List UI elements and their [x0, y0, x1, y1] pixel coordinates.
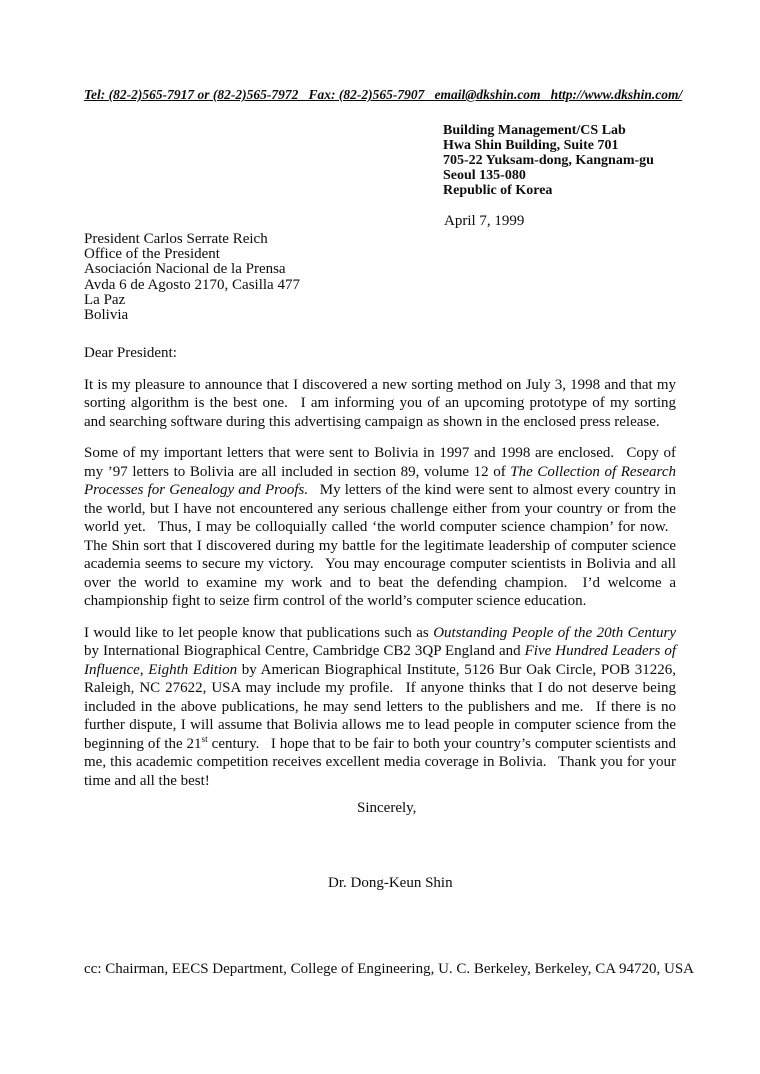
recipient-address-line: La Paz [84, 291, 126, 308]
sender-address-line: Building Management/CS Lab [443, 123, 626, 138]
sender-address-line: 705-22 Yuksam-dong, Kangnam-gu [443, 153, 654, 168]
date-line: April 7, 1999 [444, 213, 525, 229]
recipient-address-line: Office of the President [84, 246, 220, 263]
recipient-address-line: Avda 6 de Agosto 2170, Casilla 477 [84, 276, 300, 293]
body-paragraph-3: I would like to let people know that publications such as Outstanding People of the 20th Century by International Biographical Centre, Cambridge CB2 3QP England and Five Hundred Leaders of Influence, Eighth Edition by American Biographical Institute, 5126 Bur Oak Circle, POB 31226, Raleigh, NC 27622, USA may include my profile. If anyone thinks that I do not deserve being included in the above publications, he may send letters to the publishers and me. If there is no further dispute, I will assume that Bolivia allows me to lead people in computer science from the beginning of the 21st century. I hope that to be fair to both your country’s computer scientists and me, this academic competition receives excellent media coverage in Bolivia. Thank you for your time and all the best! [84, 624, 676, 789]
cc-line: cc: Chairman, EECS Department, College of Engineering, U. C. Berkeley, Berkeley, CA 94720, USA [84, 961, 695, 978]
sender-address-line: Hwa Shin Building, Suite 701 [443, 138, 619, 153]
recipient-address-line: President Carlos Serrate Reich [84, 231, 268, 247]
body-paragraph-2: Some of my important letters that were sent to Bolivia in 1997 and 1998 are enclosed. Copy of my ’97 letters to Bolivia are all included in section 89, volume 12 of The Collection of Research Processes for Genealogy and Proofs. My letters of the kind were sent to almost every country in the world, but I have not encountered any serious challenge either from your country or from the world yet. Thus, I may be colloquially called ‘the world computer science champion’ for now. The Shin sort that I discovered during my battle for the legitimate leadership of computer science academia seems to secure my victory. You may encourage computer scientists in Bolivia and all over the world to examine my work and to beat the defending champion. I’d welcome a championship fight to seize firm control of the world’s computer science education. [84, 445, 676, 610]
letterhead-contact-line: Tel: (82-2)565-7917 or (82-2)565-7972 Fax: (82-2)565-7907 email@dkshin.com http://www.dkshin.com/ [84, 87, 683, 102]
closing-valediction: Sincerely, [357, 800, 417, 817]
recipient-address-line: Asociación Nacional de la Prensa [84, 261, 286, 278]
signature-name: Dr. Dong-Keun Shin [328, 874, 453, 891]
sender-address-block [443, 123, 676, 198]
sender-address-line: Republic of Korea [443, 183, 553, 198]
recipient-address-line: Bolivia [84, 307, 129, 324]
body-paragraph-1: It is my pleasure to announce that I discovered a new sorting method on July 3, 1998 and that my sorting algorithm is the best one. I am informing you of an upcoming prototype of my sorting and searching software during this advertising campaign as shown in the enclosed press release. [84, 376, 676, 430]
salutation: Dear President: [84, 345, 177, 362]
recipient-address-block [84, 232, 676, 323]
sender-address-line: Seoul 135-080 [443, 168, 526, 183]
